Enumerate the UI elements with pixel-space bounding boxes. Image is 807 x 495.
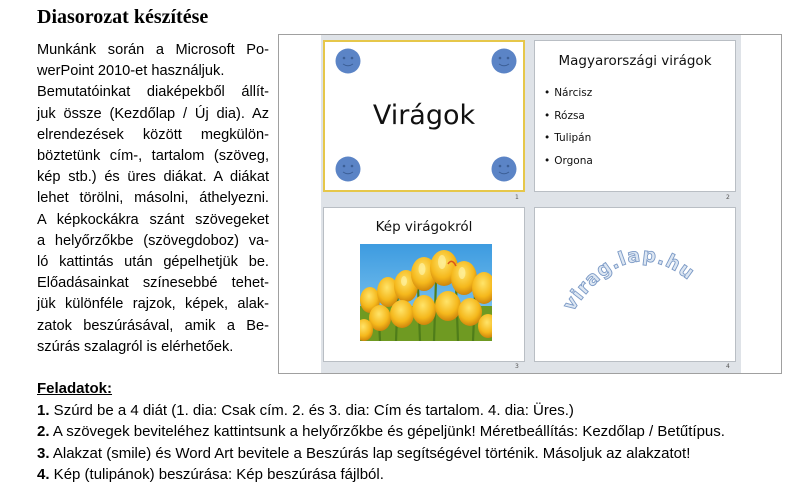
intro-line: lehet törölni, másolni, áthelyezni. <box>37 190 269 207</box>
intro-line: ló kattintás után gépelhetjük be. <box>37 254 269 271</box>
smiley-icon <box>335 156 361 182</box>
slide-thumbnail-1[interactable] <box>323 40 525 192</box>
slide-thumbnail-2[interactable] <box>534 40 736 192</box>
smiley-icon <box>491 48 517 74</box>
intro-line: A képkockákra szánt szövegeket <box>37 211 269 228</box>
intro-line: kép stb.) és üres diákat. A diákat <box>37 169 269 186</box>
page-title: Diasorozat készítése <box>37 6 209 28</box>
task-text: Szúrd be a 4 diát (1. dia: Csak cím. 2. és 3. dia: Cím és tartalom. 4. dia: Üres.) <box>49 401 574 419</box>
smiley-icon <box>491 156 517 182</box>
intro-line: zatok beszúrásával, amik a Be- <box>37 317 269 334</box>
slide-sorter-pane <box>321 35 741 373</box>
intro-line: Bemutatóinkat diaképekből állít- <box>37 84 269 101</box>
intro-line: Előadásainkat színesebbé tehet- <box>37 275 269 292</box>
slide-thumbnail-4[interactable] <box>534 207 736 362</box>
task-number: 2. <box>37 423 50 440</box>
intro-line: böztetünk cím-, tartalom (szöveg, <box>37 148 269 165</box>
task-number: 1. <box>37 401 50 419</box>
tulips-photo <box>360 244 492 341</box>
intro-line: juk össze (Kezdőlap / Új dia). Az <box>37 105 269 122</box>
bullet-item: • Rózsa <box>544 105 593 128</box>
tasks-heading: Feladatok: <box>37 380 113 397</box>
bullet-item: • Nárcisz <box>544 82 593 105</box>
intro-line: Munkánk során a Microsoft Po- <box>37 42 269 58</box>
svg-text:virag.lap.hu <box>559 244 699 315</box>
slide-number-4: 4 <box>726 363 730 370</box>
slide-3-title: Kép virágokról <box>375 219 473 235</box>
intro-line: jük különféle rajzok, képek, alak- <box>37 296 269 313</box>
slide-2-title: Magyarországi virágok <box>558 53 712 69</box>
task-number: 4. <box>37 466 50 483</box>
task-item <box>37 400 725 422</box>
slide-2-bullet-list <box>544 82 593 172</box>
bullet-item: • Orgona <box>544 150 593 173</box>
intro-line: a helyőrzőkbe (szövegdoboz) va- <box>37 232 269 249</box>
slide-number-2: 2 <box>726 194 730 201</box>
task-number: 3. <box>37 444 50 462</box>
task-text: Kép (tulipánok) beszúrása: Kép beszúrása fájlból. <box>49 466 384 483</box>
tasks-section <box>37 378 725 486</box>
bullet-item: • Tulipán <box>544 127 593 150</box>
task-text: Alakzat (smile) és Word Art bevitele a Beszúrás lap segítségével történik. Másoljuk az alakzatot! <box>49 444 691 462</box>
task-text: A szövegek beviteléhez kattintsunk a helyőrzőkbe és gépeljünk! Méretbeállítás: Kezdőlap / Betűtípus. <box>49 423 725 440</box>
task-item <box>37 464 725 486</box>
smiley-icon <box>335 48 361 74</box>
wordart-text: virag.lap.hu <box>558 244 699 315</box>
intro-line: szúrás szalagról is elérhetőek. <box>37 338 234 355</box>
task-item <box>37 443 725 465</box>
slide-1-title: Virágok <box>372 100 476 131</box>
intro-paragraph <box>37 40 269 358</box>
slide-number-3: 3 <box>515 363 519 370</box>
intro-line: werPoint 2010-et használjuk. <box>37 63 225 80</box>
slide-sorter-screenshot <box>278 34 782 374</box>
wordart <box>545 226 727 356</box>
slide-thumbnail-3[interactable] <box>323 207 525 362</box>
task-item <box>37 421 725 443</box>
intro-line: elrendezések között megkülön- <box>37 126 269 143</box>
slide-number-1: 1 <box>515 194 519 201</box>
